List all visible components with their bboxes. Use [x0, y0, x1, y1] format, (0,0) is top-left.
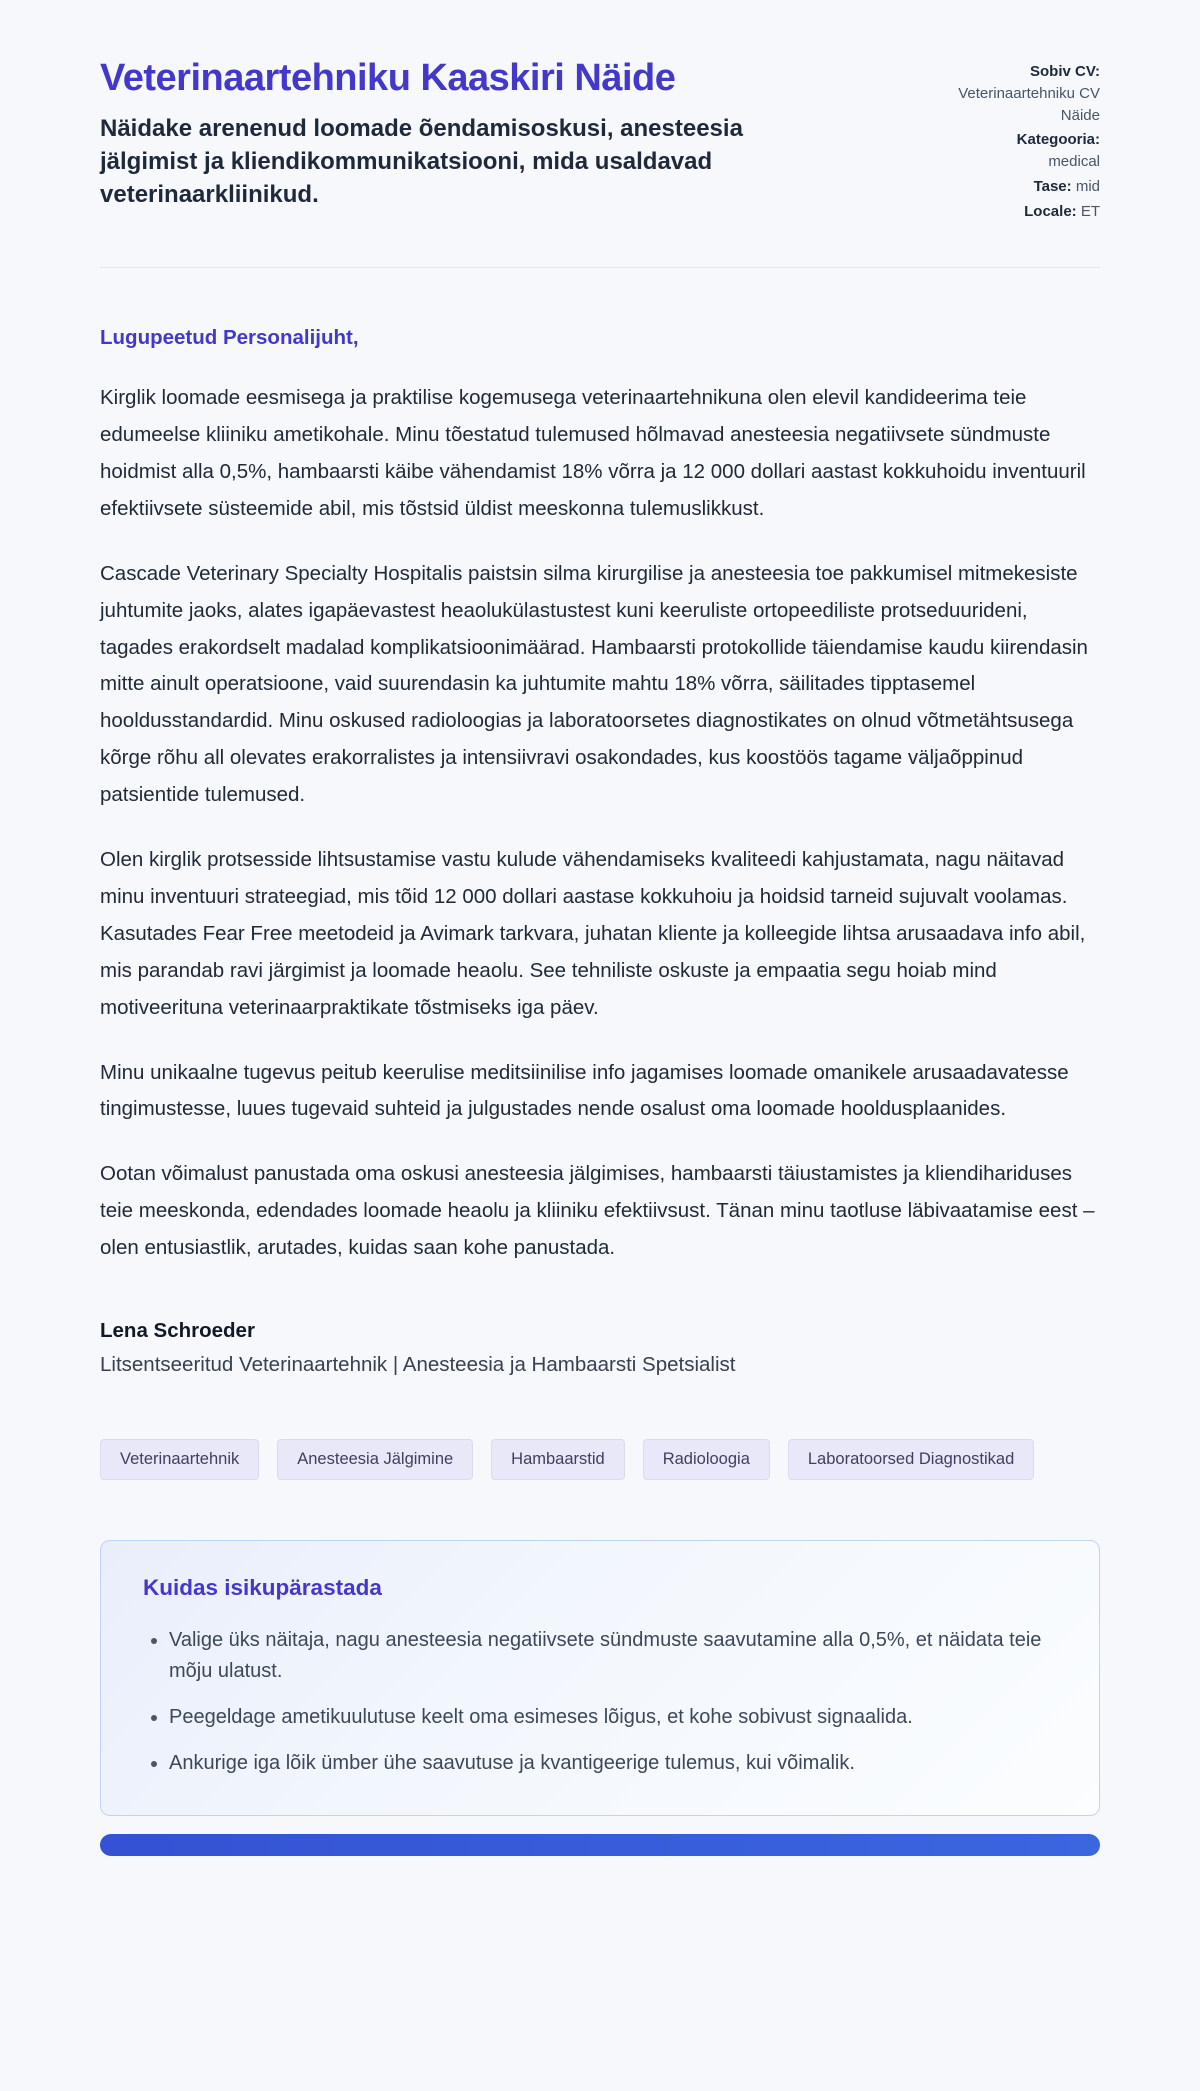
letter-greeting: Lugupeetud Personalijuht,: [100, 326, 359, 350]
tips-card: [100, 1540, 1100, 1816]
tips-list: [143, 1625, 1057, 1779]
tag-chip-anesteesia-jalgimine[interactable]: Anesteesia Jälgimine: [277, 1439, 473, 1480]
letter-paragraph: Ootan võimalust panustada oma oskusi anesteesia jälgimises, hambaarsti täiustamistes ja kliendihariduses teie meeskonda, edendades loomade heaolu ja kliiniku efektiivsust. Tänan minu taotluse läbivaatamise eest – olen entusiastlik, arutades, kuidas saan kohe panustada.: [100, 1162, 1095, 1260]
tag-chip-radioloogia[interactable]: Radioloogia: [643, 1439, 770, 1480]
letter-paragraph: Kirglik loomade eesmisega ja praktilise kogemusega veterinaartehnikuna olen elevil kandideerima teie edumeelse kliiniku ametikohale. Minu tõestatud tulemused hõlmavad anesteesia negatiivsete sündmuste hoidmist alla 0,5%, hambaarsti käibe vähendamist 18% võrra ja 12 000 dollari aastast kokkuhoidu inventuuril efektiivsete süsteemide abil, mis tõstsid üldist meeskonna tulemuslikkust.: [100, 386, 1086, 520]
meta-label: Tase:: [1033, 177, 1072, 195]
tag-chip-veterinaartehnik[interactable]: Veterinaartehnik: [100, 1439, 259, 1480]
tag-chip-laboratoorsed-diagnostikad[interactable]: Laboratoorsed Diagnostikad: [788, 1439, 1034, 1480]
page-subtitle: Näidake arenenud loomade õendamisoskusi, anesteesia jälgimist ja kliendikommunikatsiooni, mida usaldavad veterinaarkliinikud.: [100, 114, 743, 208]
meta-value: mid: [1075, 177, 1100, 195]
tips-item: • Valige üks näitaja, nagu anesteesia negatiivsete sündmuste saavutamine alla 0,5%, et näidata teie mõju ulatust.: [169, 1625, 1057, 1687]
meta-label: Kategooria:: [1016, 131, 1100, 149]
meta-row-category: [915, 129, 1100, 173]
header-title-block: [100, 56, 820, 211]
meta-value: ET: [1080, 202, 1100, 220]
tips-card-title: Kuidas isikupärastada: [143, 1574, 382, 1600]
meta-row-suitable-cv: [915, 61, 1100, 126]
bottom-accent-bar: [100, 1834, 1100, 1856]
cover-letter-body: [100, 268, 1100, 1377]
letter-paragraph: Olen kirglik protsesside lihtsustamise vastu kulude vähendamiseks kvaliteedi kahjustamata, nagu näitavad minu inventuuri strateegiad, mis tõid 12 000 dollari aastase kokkuhoiu ja hoidsid tarneid sujuvalt voolamas. Kasutades Fear Free meetodeid ja Avimark tarkvara, juhatan kliente ja kolleegide lihtsa arusaadava info abil, mis parandab ravi järgimist ja loomade heaolu. See tehniliste oskuste ja empaatia segu hoiab mind motiveerituna veterinaarpraktikate tõstmiseks iga päev.: [100, 848, 1086, 1019]
letter-paragraph: Minu unikaalne tugevus peitub keerulise meditsiinilise info jagamises loomade omanikele arusaadavatesse tingimustesse, luues tugevaid suhteid ja julgustades nende osalust oma loomade hooldusplaanides.: [100, 1060, 1069, 1121]
meta-value: medical: [1048, 153, 1100, 170]
meta-block: [915, 56, 1100, 225]
signature-name: Lena Schroeder: [100, 1318, 255, 1342]
tips-item: • Ankurige iga lõik ümber ühe saavutuse ja kvantigeerige tulemus, kui võimalik.: [169, 1748, 1057, 1779]
meta-value: Veterinaartehniku CV Näide: [958, 84, 1100, 124]
signature-block: [100, 1319, 1100, 1377]
meta-row-locale: [915, 201, 1100, 223]
page-container: [100, 0, 1100, 1856]
meta-label: Locale:: [1024, 202, 1077, 220]
meta-row-level: [915, 176, 1100, 198]
page-header: [100, 56, 1100, 225]
letter-paragraph: Cascade Veterinary Specialty Hospitalis paistsin silma kirurgilise ja anesteesia toe pakkumisel mitmekesiste juhtumite jaoks, alates igapäevastest heaolukülastustest kuni keeruliste ortopeediliste protseduurideni, tagades erakordselt madalad komplikatsioonimäärad. Hambaarsti protokollide täiendamise kaudu kiirendasin mitte ainult operatsioone, vaid suurendasin ka juhtumite mahtu 18% võrra, säilitades tipptasemel hooldusstandardid. Minu oskused radioloogias ja laboratoorsetes diagnostikates on olnud võtmetähtsusega kõrge rõhu all olevates erakorralistes ja intensiivravi osakondades, kus koostöös tagame väljaõppinud patsientide tulemused.: [100, 561, 1088, 807]
page-title: Veterinaartehniku Kaaskiri Näide: [100, 57, 676, 99]
tag-chip-row: [100, 1439, 1100, 1480]
tag-chip-hambaarstid[interactable]: Hambaarstid: [491, 1439, 625, 1480]
tips-item: • Peegeldage ametikuulutuse keelt oma esimeses lõigus, et kohe sobivust signaalida.: [169, 1702, 1057, 1733]
meta-label: Sobiv CV:: [1029, 63, 1100, 80]
signature-title: Litsentseeritud Veterinaartehnik | Anesteesia ja Hambaarsti Spetsialist: [100, 1352, 736, 1376]
